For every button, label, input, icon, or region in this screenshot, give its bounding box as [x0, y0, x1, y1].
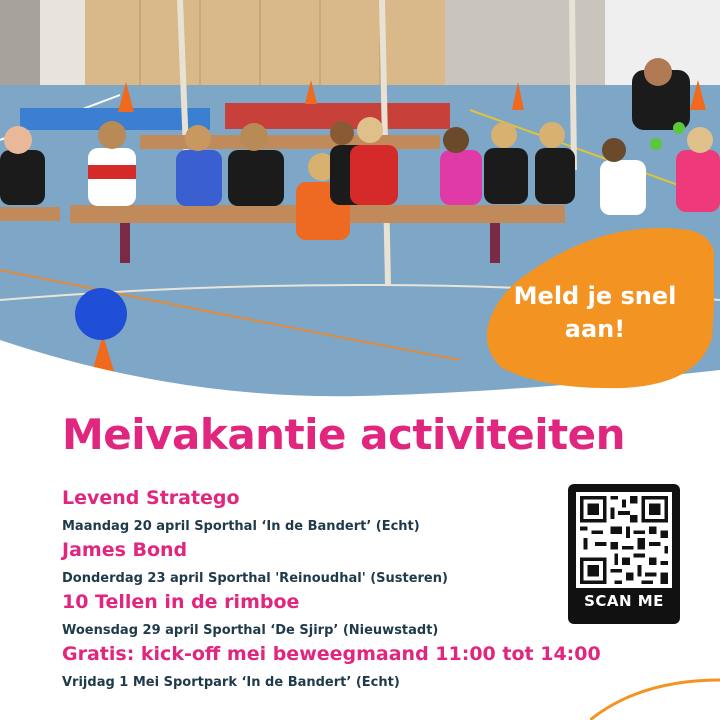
- qr-scan-label: SCAN ME: [584, 592, 664, 610]
- qr-code-pattern: [576, 492, 672, 588]
- signup-callout-line1: Meld je snel: [513, 282, 677, 310]
- activity-detail-2: Donderdag 23 april Sporthal 'Reinoudhal' (Susteren): [62, 571, 448, 586]
- signup-callout: [500, 280, 690, 346]
- activity-detail-4: Vrijdag 1 Mei Sportpark ‘In de Bandert’ (Echt): [62, 675, 400, 690]
- signup-callout-line2: aan!: [564, 315, 626, 343]
- decorative-arc: [590, 670, 720, 720]
- activity-name-1: Levend Stratego: [62, 487, 240, 509]
- activity-name-2: James Bond: [62, 539, 188, 561]
- activity-name-3: 10 Tellen in de rimboe: [62, 591, 300, 613]
- qr-code[interactable]: [568, 484, 680, 624]
- page-title: Meivakantie activiteiten: [62, 410, 626, 459]
- activity-detail-1: Maandag 20 april Sporthal ‘In de Bandert’ (Echt): [62, 519, 420, 534]
- activity-name-4: Gratis: kick-off mei beweegmaand 11:00 tot 14:00: [62, 643, 601, 665]
- cut-off-text: [62, 712, 462, 720]
- activity-detail-3: Woensdag 29 april Sporthal ‘De Sjirp’ (Nieuwstadt): [62, 623, 439, 638]
